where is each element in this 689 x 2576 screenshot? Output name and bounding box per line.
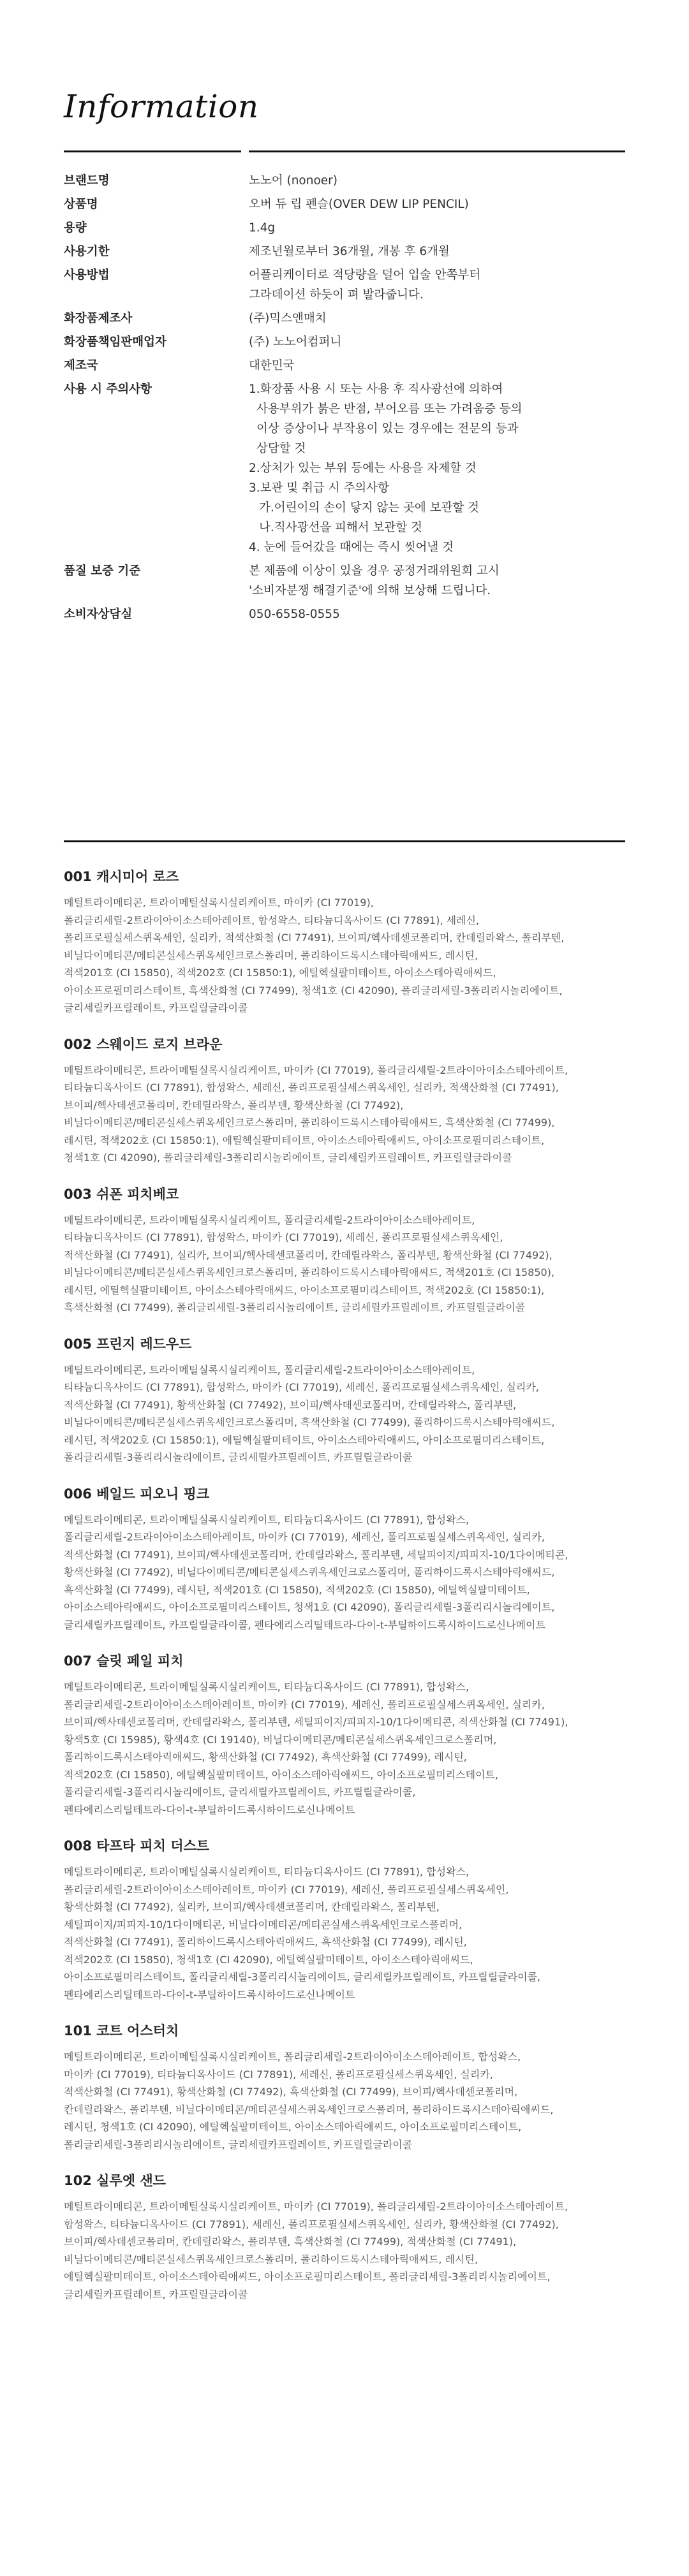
- ingredient-line: 메틸트라이메티콘, 트라이메틸실록시실리케이트, 마이카 (CI 77019), 폴리글리세릴-2트라이아이소스테아레이트,: [64, 1064, 568, 1076]
- shade-section: [64, 2171, 625, 2303]
- info-row: [64, 194, 625, 214]
- ingredient-line: 글리세릴카프릴레이트, 카프릴릴글라이콜: [64, 1002, 248, 1014]
- header-divider-left: [64, 150, 241, 152]
- ingredient-line: 마이카 (CI 77019), 티타늄디옥사이드 (CI 77891), 세레신, 폴리프로필실세스퀴옥세인, 실리카,: [64, 2068, 493, 2081]
- ingredient-line: 합성왁스, 티타늄디옥사이드 (CI 77891), 세레신, 폴리프로필실세스퀴옥세인, 실리카, 황색산화철 (CI 77492),: [64, 2218, 559, 2230]
- ingredient-line: 흑색산화철 (CI 77499), 폴리글리세릴-3폴리리시놀리에이트, 글리세릴카프릴레이트, 카프릴릴글라이콜: [64, 1301, 526, 1314]
- ingredient-line: 폴리글리세릴-3폴리리시놀리에이트, 글리세릴카프릴레이트, 카프릴릴글라이콜: [64, 1451, 413, 1463]
- shade-name: 007 슬릿 페일 피치: [64, 1653, 184, 1669]
- shade-ingredients: [64, 1678, 625, 1819]
- info-label: 사용기한: [64, 245, 110, 258]
- shade-ingredients: [64, 894, 625, 1017]
- shade-section: [64, 1185, 625, 1317]
- info-label: 사용방법: [64, 268, 110, 282]
- ingredient-line: 아이소프로필미리스테이트, 폴리글리세릴-3폴리리시놀리에이트, 글리세릴카프릴레이트, 카프릴릴글라이콜,: [64, 1971, 541, 1983]
- shade-ingredients: [64, 2048, 625, 2153]
- ingredient-line: 폴리글리세릴-2트라이아이소스테아레이트, 마이카 (CI 77019), 세레신, 폴리프로필실세스퀴옥세인,: [64, 1883, 509, 1896]
- ingredient-line: 메틸트라이메티콘, 트라이메틸실록시실리케이트, 마이카 (CI 77019), 폴리글리세릴-2트라이아이소스테아레이트,: [64, 2200, 568, 2213]
- ingredient-line: 글리세릴카프릴레이트, 카프릴릴글라이콜, 펜타에리스리틸테트라-다이-t-부틸하이드록시하이드로신나메이트: [64, 1618, 545, 1631]
- info-value-line: 나.직사광선을 피해서 보관할 것: [259, 521, 422, 534]
- ingredient-line: 아이소프로필미리스테이트, 흑색산화철 (CI 77499), 청색1호 (CI 42090), 폴리글리세릴-3폴리리시놀리에이트,: [64, 984, 563, 997]
- ingredient-line: 메틸트라이메티콘, 트라이메틸실록시실리케이트, 마이카 (CI 77019),: [64, 896, 374, 909]
- ingredient-line: 비닐다이메티콘/메티콘실세스퀴옥세인크로스폴리머, 폴리하이드록시스테아릭애씨드, 적색201호 (CI 15850),: [64, 1266, 555, 1278]
- ingredient-line: 폴리글리세릴-2트라이아이소스테아레이트, 합성왁스, 티타늄디옥사이드 (CI 77891), 세레신,: [64, 914, 480, 926]
- ingredient-line: 티타늄디옥사이드 (CI 77891), 합성왁스, 마이카 (CI 77019), 세레신, 폴리프로필실세스퀴옥세인, 실리카,: [64, 1381, 539, 1393]
- info-value-line: 3.보관 및 취급 시 주의사항: [249, 481, 389, 495]
- shade-section: [64, 1335, 625, 1467]
- info-value: [249, 171, 625, 191]
- header-divider-right: [249, 150, 625, 152]
- info-label: 제조국: [64, 359, 98, 372]
- ingredient-line: 폴리글리세릴-2트라이아이소스테아레이트, 마이카 (CI 77019), 세레신, 폴리프로필실세스퀴옥세인, 실리카,: [64, 1531, 545, 1543]
- ingredient-line: 적색산화철 (CI 77491), 폴리하이드록시스테아릭애씨드, 흑색산화철 (CI 77499), 레시틴,: [64, 1936, 467, 1948]
- info-value-line: 사용부위가 붉은 반점, 부어오름 또는 가려움증 등의: [256, 402, 522, 416]
- ingredient-line: 칸데릴라왁스, 폴리부텐, 비닐다이메티콘/메티콘실세스퀴옥세인크로스폴리머, 폴리하이드록시스테아릭애씨드,: [64, 2103, 554, 2116]
- info-value: [249, 194, 625, 214]
- ingredient-line: 적색산화철 (CI 77491), 브이피/헥사데센코폴리머, 칸데릴라왁스, 폴리부텐, 세틸피이지/피피지-10/1다이메티콘,: [64, 1548, 568, 1561]
- info-value: [249, 218, 625, 238]
- info-value-line: 제조년월로부터 36개월, 개봉 후 6개월: [249, 245, 450, 258]
- info-row: [64, 218, 625, 238]
- info-row: [64, 356, 625, 376]
- info-row: [64, 242, 625, 261]
- shade-ingredients: [64, 1361, 625, 1467]
- shade-name: 001 캐시미어 로즈: [64, 869, 179, 884]
- info-row: [64, 265, 625, 305]
- shade-name: 102 실루엣 샌드: [64, 2173, 166, 2188]
- shade-ingredients: [64, 1511, 625, 1634]
- info-value: [249, 604, 625, 624]
- section-divider: [64, 840, 625, 842]
- ingredient-line: 비닐다이메티콘/메티콘실세스퀴옥세인크로스폴리머, 흑색산화철 (CI 77499), 폴리하이드록시스테아릭애씨드,: [64, 1416, 555, 1428]
- ingredient-line: 적색202호 (CI 15850), 에틸헥실팔미테이트, 아이소스테아릭애씨드, 아이소프로필미리스테이트,: [64, 1768, 499, 1781]
- info-value: [249, 379, 625, 557]
- ingredient-line: 적색202호 (CI 15850), 청색1호 (CI 42090), 에틸헥실팔미테이트, 아이소스테아릭애씨드,: [64, 1953, 473, 1966]
- shade-name: 006 베일드 피오니 핑크: [64, 1486, 210, 1502]
- ingredient-line: 폴리글리세릴-2트라이아이소스테아레이트, 마이카 (CI 77019), 세레신, 폴리프로필실세스퀴옥세인, 실리카,: [64, 1698, 545, 1711]
- ingredient-line: 흑색산화철 (CI 77499), 레시틴, 적색201호 (CI 15850), 적색202호 (CI 15850), 에틸헥실팔미테이트,: [64, 1583, 530, 1596]
- ingredient-line: 황색5호 (CI 15985), 황색4호 (CI 19140), 비닐다이메티콘/메티콘실세스퀴옥세인크로스폴리머,: [64, 1733, 497, 1746]
- info-row: [64, 379, 625, 557]
- ingredient-line: 브이피/헥사데센코폴리머, 칸데릴라왁스, 폴리부텐, 세틸피이지/피피지-10/1다이메티콘, 적색산화철 (CI 77491),: [64, 1716, 568, 1728]
- info-row: [64, 171, 625, 191]
- info-value-line: 어플리케이터로 적당량을 덜어 입술 안쪽부터: [249, 268, 481, 282]
- info-value-line: (주)믹스앤매치: [249, 312, 327, 325]
- ingredient-line: 레시틴, 적색202호 (CI 15850:1), 에틸헥실팔미테이트, 아이소스테아릭애씨드, 아이소프로필미리스테이트,: [64, 1134, 545, 1146]
- ingredient-line: 레시틴, 적색202호 (CI 15850:1), 에틸헥실팔미테이트, 아이소스테아릭애씨드, 아이소프로필미리스테이트,: [64, 1433, 545, 1446]
- ingredient-line: 폴리글리세릴-3폴리리시놀리에이트, 글리세릴카프릴레이트, 카프릴릴글라이콜: [64, 2138, 413, 2151]
- shade-name: 101 코트 어스터치: [64, 2023, 179, 2038]
- info-value: [249, 242, 625, 261]
- ingredient-line: 폴리프로필실세스퀴옥세인, 실리카, 적색산화철 (CI 77491), 브이피/헥사데센코폴리머, 칸데릴라왁스, 폴리부텐,: [64, 932, 565, 944]
- shade-ingredients: [64, 1863, 625, 2003]
- info-value-line: 노노어 (nonoer): [249, 174, 338, 187]
- info-label: 브랜드명: [64, 174, 110, 187]
- info-value-line: 이상 증상이나 부작용이 있는 경우에는 전문의 등과: [256, 422, 519, 435]
- ingredient-line: 폴리글리세릴-3폴리리시놀리에이트, 글리세릴카프릴레이트, 카프릴릴글라이콜,: [64, 1786, 416, 1798]
- shade-name: 003 쉬폰 피치베코: [64, 1186, 179, 1202]
- info-value: [249, 561, 625, 601]
- info-value-line: 대한민국: [249, 359, 295, 372]
- ingredient-line: 비닐다이메티콘/메티콘실세스퀴옥세인크로스폴리머, 폴리하이드록시스테아릭애씨드, 레시틴,: [64, 949, 478, 962]
- info-value-line: 그라데이션 하듯이 펴 발라줍니다.: [249, 288, 424, 302]
- ingredient-line: 티타늄디옥사이드 (CI 77891), 합성왁스, 세레신, 폴리프로필실세스퀴옥세인, 실리카, 적색산화철 (CI 77491),: [64, 1081, 559, 1094]
- info-label: 사용 시 주의사항: [64, 383, 152, 396]
- page-title: Information: [64, 88, 259, 125]
- shade-name: 005 프린지 레드우드: [64, 1336, 192, 1352]
- ingredient-line: 메틸트라이메티콘, 트라이메틸실록시실리케이트, 티타늄디옥사이드 (CI 77891), 합성왁스,: [64, 1866, 470, 1878]
- info-row: [64, 561, 625, 601]
- info-label: 화장품제조사: [64, 312, 133, 325]
- ingredient-line: 메틸트라이메티콘, 트라이메틸실록시실리케이트, 폴리글리세릴-2트라이아이소스테아레이트, 합성왁스,: [64, 2051, 521, 2063]
- ingredient-line: 펜타에리스리틸테트라-다이-t-부틸하이드록시하이드로신나메이트: [64, 1988, 355, 2001]
- info-value-line: '소비자분쟁 해결기준'에 의해 보상해 드립니다.: [249, 584, 491, 597]
- ingredient-line: 청색1호 (CI 42090), 폴리글리세릴-3폴리리시놀리에이트, 글리세릴카프릴레이트, 카프릴릴글라이콜: [64, 1152, 512, 1164]
- shade-section: [64, 2021, 625, 2153]
- ingredient-line: 펜타에리스리틸테트라-다이-t-부틸하이드록시하이드로신나메이트: [64, 1803, 355, 1816]
- ingredient-line: 메틸트라이메티콘, 트라이메틸실록시실리케이트, 폴리글리세릴-2트라이아이소스테아레이트,: [64, 1213, 475, 1226]
- ingredient-line: 메틸트라이메티콘, 트라이메틸실록시실리케이트, 티타늄디옥사이드 (CI 77891), 합성왁스,: [64, 1513, 470, 1526]
- info-row: [64, 309, 625, 328]
- info-value-line: 오버 듀 립 펜슬(OVER DEW LIP PENCIL): [249, 198, 469, 211]
- ingredient-line: 폴리하이드록시스테아릭애씨드, 황색산화철 (CI 77492), 흑색산화철 (CI 77499), 레시틴,: [64, 1751, 467, 1763]
- ingredient-line: 비닐다이메티콘/메티콘실세스퀴옥세인크로스폴리머, 폴리하이드록시스테아릭애씨드, 레시틴,: [64, 2253, 478, 2265]
- shade-name: 002 스웨이드 로지 브라운: [64, 1036, 223, 1052]
- shade-ingredients: [64, 2198, 625, 2303]
- ingredient-line: 메틸트라이메티콘, 트라이메틸실록시실리케이트, 폴리글리세릴-2트라이아이소스테아레이트,: [64, 1363, 475, 1376]
- info-value: [249, 309, 625, 328]
- ingredient-line: 브이피/헥사데센코폴리머, 칸데릴라왁스, 폴리부텐, 흑색산화철 (CI 77499), 적색산화철 (CI 77491),: [64, 2236, 517, 2248]
- info-value: [249, 332, 625, 352]
- ingredient-line: 에틸헥실팔미테이트, 아이소스테아릭애씨드, 아이소프로필미리스테이트, 폴리글리세릴-3폴리리시놀리에이트,: [64, 2271, 551, 2283]
- info-row: [64, 332, 625, 352]
- info-label: 품질 보증 기준: [64, 564, 141, 578]
- shade-section: [64, 1035, 625, 1167]
- ingredient-line: 적색산화철 (CI 77491), 황색산화철 (CI 77492), 브이피/헥사데센코폴리머, 칸데릴라왁스, 폴리부텐,: [64, 1398, 517, 1411]
- ingredient-line: 글리세릴카프릴레이트, 카프릴릴글라이콜: [64, 2288, 248, 2301]
- info-value-line: (주) 노노어컴퍼니: [249, 335, 342, 349]
- shade-ingredients: [64, 1211, 625, 1317]
- ingredient-line: 아이소스테아릭애씨드, 아이소프로필미리스테이트, 청색1호 (CI 42090), 폴리글리세릴-3폴리리시놀리에이트,: [64, 1601, 555, 1613]
- ingredient-line: 세틸피이지/피피지-10/1다이메티콘, 비닐다이메티콘/메티콘실세스퀴옥세인크로스폴리머,: [64, 1918, 463, 1931]
- info-value: [249, 356, 625, 376]
- ingredient-line: 황색산화철 (CI 77492), 비닐다이메티콘/메티콘실세스퀴옥세인크로스폴리머, 폴리하이드록시스테아릭애씨드,: [64, 1566, 555, 1578]
- info-label: 상품명: [64, 198, 98, 211]
- info-value: [249, 265, 625, 305]
- info-value-line: 본 제품에 이상이 있을 경우 공정거래위원회 고시: [249, 564, 500, 578]
- ingredient-line: 황색산화철 (CI 77492), 실리카, 브이피/헥사데센코폴리머, 칸데릴라왁스, 폴리부텐,: [64, 1901, 440, 1913]
- info-value-line: 2.상처가 있는 부위 등에는 사용을 자제할 것: [249, 462, 477, 475]
- ingredient-line: 비닐다이메티콘/메티콘실세스퀴옥세인크로스폴리머, 폴리하이드록시스테아릭애씨드, 흑색산화철 (CI 77499),: [64, 1116, 555, 1129]
- shade-name: 008 타프타 피치 더스트: [64, 1838, 210, 1854]
- info-table: [64, 171, 625, 628]
- ingredient-line: 적색201호 (CI 15850), 적색202호 (CI 15850:1), 에틸헥실팔미테이트, 아이소스테아릭애씨드,: [64, 967, 496, 979]
- info-value-line: 1.4g: [249, 221, 276, 235]
- ingredient-line: 브이피/헥사데센코폴리머, 칸데릴라왁스, 폴리부텐, 황색산화철 (CI 77492),: [64, 1099, 404, 1111]
- shade-section: [64, 867, 625, 1017]
- shade-section: [64, 1651, 625, 1819]
- shade-section: [64, 1836, 625, 2003]
- ingredient-line: 메틸트라이메티콘, 트라이메틸실록시실리케이트, 티타늄디옥사이드 (CI 77891), 합성왁스,: [64, 1681, 470, 1693]
- ingredient-line: 적색산화철 (CI 77491), 황색산화철 (CI 77492), 흑색산화철 (CI 77499), 브이피/헥사데센코폴리머,: [64, 2086, 518, 2098]
- info-value-line: 1.화장품 사용 시 또는 사용 후 직사광선에 의하여: [249, 383, 503, 396]
- shade-section: [64, 1484, 625, 1634]
- info-label: 소비자상담실: [64, 608, 133, 621]
- info-value-line: 050-6558-0555: [249, 608, 340, 621]
- shade-ingredient-list: [64, 867, 625, 2321]
- info-row: [64, 604, 625, 624]
- ingredient-line: 적색산화철 (CI 77491), 실리카, 브이피/헥사데센코폴리머, 칸데릴라왁스, 폴리부텐, 황색산화철 (CI 77492),: [64, 1248, 552, 1261]
- info-value-line: 상담할 것: [256, 442, 306, 455]
- ingredient-line: 레시틴, 청색1호 (CI 42090), 에틸헥실팔미테이트, 아이소스테아릭애씨드, 아이소프로필미리스테이트,: [64, 2121, 522, 2133]
- info-label: 용량: [64, 221, 87, 235]
- info-label: 화장품책임판매업자: [64, 335, 167, 349]
- shade-ingredients: [64, 1062, 625, 1167]
- info-value-line: 4. 눈에 들어갔을 때에는 즉시 씻어낼 것: [249, 541, 454, 554]
- ingredient-line: 티타늄디옥사이드 (CI 77891), 합성왁스, 마이카 (CI 77019), 세레신, 폴리프로필실세스퀴옥세인,: [64, 1231, 503, 1243]
- ingredient-line: 레시틴, 에틸헥실팔미테이트, 아이소스테아릭애씨드, 아이소프로필미리스테이트, 적색202호 (CI 15850:1),: [64, 1284, 545, 1296]
- info-value-line: 가.어린이의 손이 닿지 않는 곳에 보관할 것: [259, 501, 479, 515]
